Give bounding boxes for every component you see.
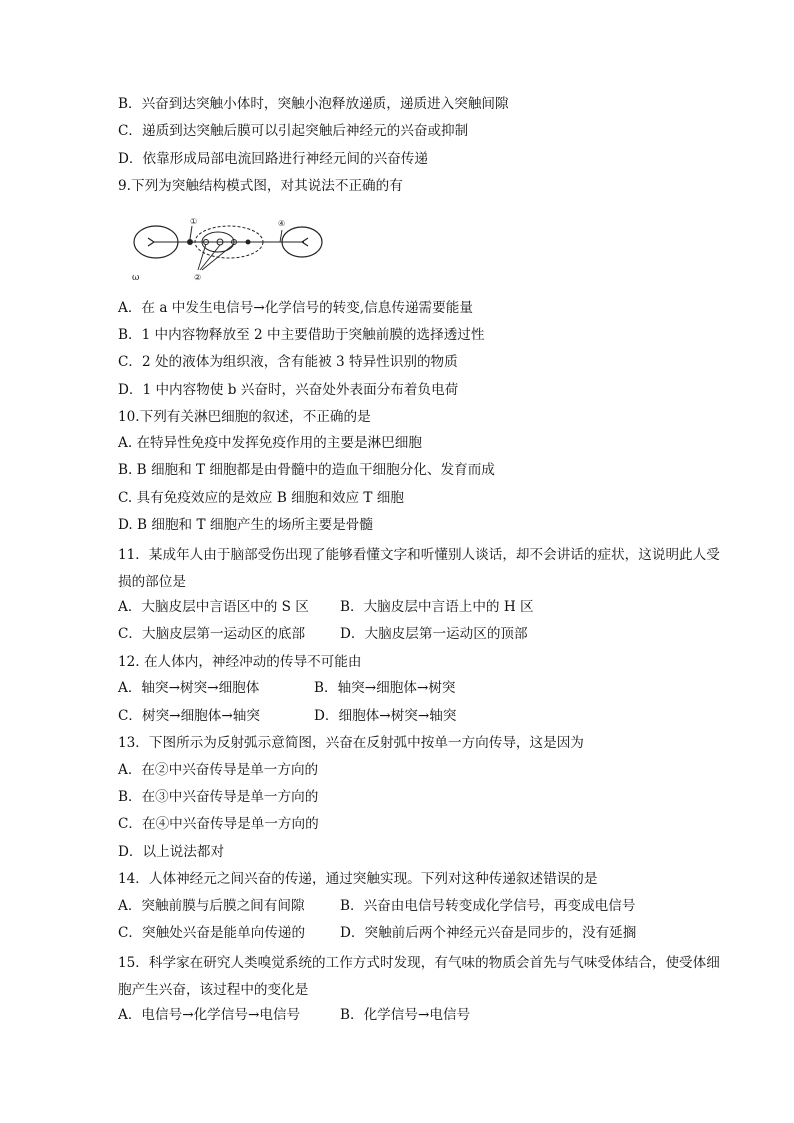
- q12-options-cd: [118, 706, 724, 726]
- q10-option-d: D. B 细胞和 T 细胞产生的场所主要是骨髓: [118, 517, 373, 533]
- question-10: 10.下列有关淋巴细胞的叙述，不正确的是: [118, 409, 371, 425]
- q8-option-b: B．兴奋到达突触小体时，突触小泡释放递质，递质进入突触间隙: [118, 96, 509, 112]
- label-4: ④: [278, 219, 286, 228]
- q11-options-ab: [118, 597, 724, 617]
- q10-option-c: C. 具有免疫效应的是效应 B 细胞和效应 T 细胞: [118, 490, 404, 506]
- q14-option-b: B．兴奋由电信号转变成化学信号，再变成电信号: [340, 898, 636, 914]
- q15-options-ab: [118, 1005, 724, 1025]
- q14-option-a: A．突触前膜与后膜之间有间隙: [118, 898, 305, 914]
- q13-option-a: A．在②中兴奋传导是单一方向的: [118, 762, 319, 778]
- question-15: 15．科学家在研究人类嗅觉系统的工作方式时发现，有气味的物质会首先与气味受体结合，使受体细胞产生兴奋，该过程中的变化是: [118, 955, 720, 998]
- q12-options-ab: [118, 678, 724, 698]
- q9-option-a: A．在 a 中发生电信号→化学信号的转变,信息传递需要能量: [118, 300, 473, 316]
- q11-option-a: A．大脑皮层中言语区中的 S 区: [118, 599, 309, 615]
- q13-option-b: B．在③中兴奋传导是单一方向的: [118, 789, 319, 805]
- q8-option-d: D．依靠形成局部电流回路进行神经元间的兴奋传递: [118, 151, 428, 167]
- q9-option-d: D．1 中内容物使 b 兴奋时，兴奋处外表面分布着负电荷: [118, 382, 459, 398]
- question-13: 13．下图所示为反射弧示意简图，兴奋在反射弧中按单一方向传导，这是因为: [118, 735, 584, 751]
- q12-option-b: B．轴突→细胞体→树突: [314, 680, 456, 696]
- q12-option-a: A．轴突→树突→细胞体: [118, 680, 260, 696]
- q14-option-d: D．突触前后两个神经元兴奋是同步的，没有延搁: [340, 925, 637, 941]
- question-14: 14．人体神经元之间兴奋的传递，通过突触实现。下列对这种传递叙述错误的是: [118, 871, 598, 887]
- q15-option-a: A．电信号→化学信号→电信号: [118, 1007, 301, 1023]
- q9-option-b: B．1 中内容物释放至 2 中主要借助于突触前膜的选择透过性: [118, 327, 485, 343]
- q12-option-c: C．树突→细胞体→轴突: [118, 708, 260, 724]
- q14-options-ab: [118, 896, 724, 916]
- q9-option-c: C．2 处的液体为组织液，含有能被 3 特异性识别的物质: [118, 354, 458, 370]
- question-9: 9.下列为突触结构模式图，对其说法不正确的有: [118, 178, 403, 194]
- synapse-diagram-svg: [130, 212, 330, 284]
- q14-option-c: C．突触处兴奋是能单向传递的: [118, 925, 306, 941]
- label-a: ω: [132, 273, 140, 283]
- question-12: 12. 在人体内，神经冲动的传导不可能由: [118, 654, 362, 670]
- q11-option-d: D．大脑皮层第一运动区的顶部: [340, 626, 528, 642]
- q10-option-b: B. B 细胞和 T 细胞都是由骨髓中的造血干细胞分化、发育而成: [118, 462, 495, 478]
- q11-option-c: C．大脑皮层第一运动区的底部: [118, 626, 306, 642]
- q10-option-a: A. 在特异性免疫中发挥免疫作用的主要是淋巴细胞: [118, 435, 422, 451]
- label-1: ①: [190, 217, 198, 226]
- question-11: 11．某成年人由于脑部受伤出现了能够看懂文字和听懂别人谈话，却不会讲话的症状，这说明此人受损的部位是: [118, 547, 720, 590]
- q11-option-b: B．大脑皮层中言语上中的 H 区: [340, 599, 534, 615]
- synapse-diagram: [130, 212, 330, 284]
- q15-option-b: B．化学信号→电信号: [340, 1007, 471, 1023]
- q11-options-cd: [118, 624, 724, 644]
- q8-option-c: C．递质到达突触后膜可以引起突触后神经元的兴奋或抑制: [118, 123, 469, 139]
- label-2: ②: [194, 273, 202, 282]
- q13-option-c: C．在④中兴奋传导是单一方向的: [118, 816, 319, 832]
- q14-options-cd: [118, 923, 724, 943]
- q12-option-d: D．细胞体→树突→轴突: [314, 708, 457, 724]
- q13-option-d: D．以上说法都对: [118, 844, 225, 860]
